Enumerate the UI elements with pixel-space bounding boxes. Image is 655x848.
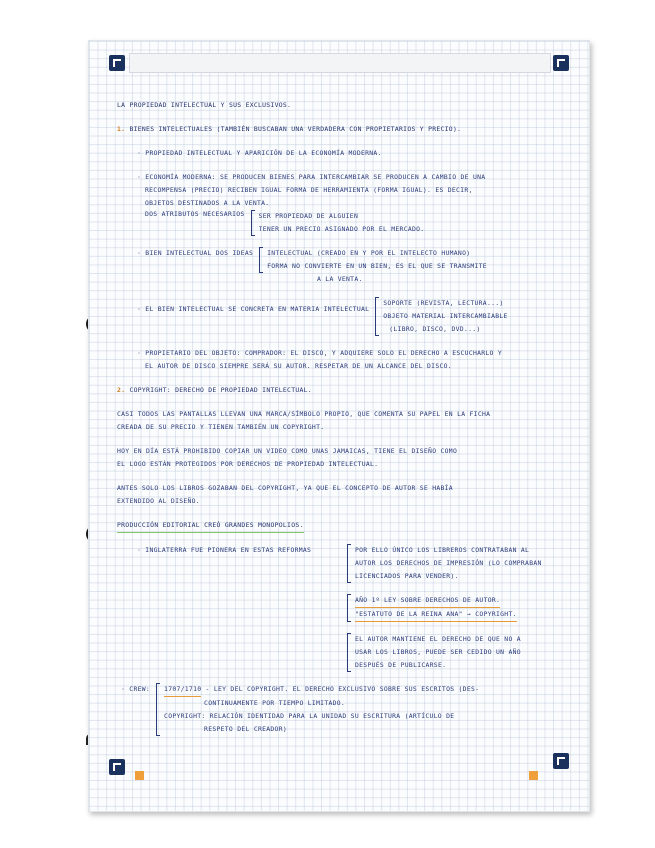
attributes-label: DOS ATRIBUTOS NECESARIOS: [145, 210, 245, 218]
section-2-paragraph-3-line-2: EXTENDIDO AL DISEÑO.: [117, 497, 200, 505]
section-2-paragraph-3-line-1: ANTES SOLO LOS LIBROS GOZABAN DEL COPYRIGHT, YA QUE EL CONCEPTO DE AUTOR SE HABÍA: [117, 484, 453, 492]
header-band: [129, 53, 551, 73]
section-2-number: 2.: [117, 386, 126, 394]
section-2-paragraph-1-line-2: CREADA DE SU PRECIO Y TIENEN TAMBIÉN UN COPYRIGHT.: [117, 423, 325, 431]
bracket: [375, 297, 379, 336]
handwritten-notes: [117, 99, 557, 736]
final-label: · CREW:: [121, 685, 151, 693]
final-year: 1707/1710: [164, 683, 201, 697]
section-3-reforms: [117, 544, 557, 672]
reform-highlight: AÑO 1º LEY SOBRE DERECHOS DE AUTOR.: [355, 594, 500, 608]
bracket: [259, 247, 263, 273]
section-2-paragraph-2-line-1: HOY EN DÍA ESTÁ PROHIBIDO COPIAR UN VIDEO COMO UNAS JAMAICAS, TIENE EL DISEÑO COMO: [117, 447, 458, 455]
logo-icon-top-right: [553, 55, 569, 71]
section-2-title: COPYRIGHT: DERECHO DE PROPIEDAD INTELECTUAL.: [129, 386, 312, 394]
notes-title: LA PROPIEDAD INTELECTUAL Y SUS EXCLUSIVOS.: [117, 101, 292, 109]
reforms-group-a: [347, 544, 542, 583]
notebook-page: [88, 40, 590, 812]
attribute-item: SER PROPIEDAD DE ALGUIEN: [258, 212, 359, 220]
section-3-heading: [117, 519, 557, 533]
bullet-3-item: INTELECTUAL (CREADO EN Y POR EL INTELECTO HUMANO): [267, 249, 471, 257]
section-1-title: BIENES INTELECTUALES (TAMBIÉN BUSCABAN UNA VERDADERA CON PROPIETARIOS Y PRECIO).: [129, 125, 462, 133]
logo-icon-top-left: [109, 55, 125, 71]
bracket: [347, 544, 351, 583]
section-1-number: 1.: [117, 125, 126, 133]
reform-item: AUTOR LOS DERECHOS DE IMPRESIÓN (LO COMPRABAN: [355, 559, 542, 567]
bullet-4-item: (LIBRO, DISCO, DVD...): [389, 325, 481, 333]
final-line: RESPETO DEL CREADOR): [204, 725, 287, 733]
bullet-3-item: FORMA NO CONVIERTE EN UN BIEN, ES EL QUE SE TRANSMITE: [267, 262, 487, 270]
section-3-final: [117, 683, 557, 736]
section-1-bullet-1: · PROPIEDAD INTELECTUAL Y APARICIÓN DE LA ECONOMÍA MODERNA.: [137, 149, 382, 157]
section-1-bullet-2-line-3: OBJETOS DESTINADOS A LA VENTA.: [145, 199, 270, 207]
section-3-title: PRODUCCIÓN EDITORIAL CREÓ GRANDES MONOPOLIOS.: [117, 519, 304, 533]
bracket: [156, 683, 160, 736]
section-1-bullet-2-line-2: RECOMPENSA (PRECIO) RECIBEN IGUAL FORMA DE HERRAMIENTA (FORMA IGUAL). ES DECIR,: [145, 186, 473, 194]
bullet-4-item: SOPORTE (REVISTA, LECTURA...): [383, 299, 504, 307]
section-2-paragraph-1-line-1: CASI TODOS LAS PANTALLAS LLEVAN UNA MARCA/SÍMBOLO PROPIO, QUE COMENTA SU PAPEL EN LA FICHA: [117, 410, 491, 418]
reforms-group-c: [347, 633, 542, 672]
bullet-4-label: · EL BIEN INTELECTUAL SE CONCRETA EN MATERIA INTELECTUAL: [137, 305, 370, 313]
bullet-4-item: OBJETO MATERIAL INTERCAMBIABLE: [383, 312, 508, 320]
logo-icon-bottom-right: [553, 753, 569, 769]
section-1-heading: [117, 123, 557, 136]
reform-highlight: "ESTATUTO DE LA REINA ANA" → COPYRIGHT.: [355, 608, 517, 622]
orange-mark-left: [135, 771, 144, 780]
section-1-bullet-4: [117, 297, 557, 336]
attribute-item: TENER UN PRECIO ASIGNADO POR EL MERCADO.: [258, 225, 425, 233]
bracket: [347, 594, 351, 622]
reforms-label: · INGLATERRA FUE PIONERA EN ESTAS REFORMAS: [137, 546, 312, 554]
bullet-3-tail: A LA VENTA.: [317, 275, 363, 283]
reforms-group-b: [347, 594, 542, 622]
logo-icon-bottom-left: [109, 759, 125, 775]
final-line: COPYRIGHT: RELACIÓN IDENTIDAD PARA LA UNIDAD SU ESCRITURA (ARTÍCULO DE: [164, 712, 455, 720]
section-1-bullet-3: [117, 247, 557, 273]
section-1-bullet-5-line-1: · PROPIETARIO DEL OBJETO: COMPRADOR: EL DISCO, Y ADQUIERE SOLO EL DERECHO A ESCUCHARLO Y: [137, 349, 502, 357]
section-1-bullet-2-line-1: · ECONOMÍA MODERNA: SE PRODUCEN BIENES PARA INTERCAMBIAR SE PRODUCEN A CAMBIO DE UNA: [137, 173, 486, 181]
section-1-bullet-5-line-2: EL AUTOR DE DISCO SIEMPRE SERÁ SU AUTOR. RESPETAR DE UN ALCANCE DEL DISCO.: [145, 362, 452, 370]
reform-item: POR ELLO ÚNICO LOS LIBREROS CONTRATABAN AL: [355, 546, 530, 554]
reform-item: USAR LOS LIBROS, PUEDE SER CEDIDO UN AÑO: [355, 648, 521, 656]
orange-mark-right: [529, 771, 538, 780]
bullet-3-label: · BIEN INTELECTUAL DOS IDEAS: [137, 249, 254, 257]
final-line: CONTINUAMENTE POR TIEMPO LIMITADO.: [204, 699, 346, 707]
bracket: [347, 633, 351, 672]
reform-item: DESPUÉS DE PUBLICARSE.: [355, 661, 447, 669]
bracket: [251, 210, 255, 236]
section-1-attributes: [117, 210, 557, 236]
reform-item: EL AUTOR MANTIENE EL DERECHO DE QUE NO A: [355, 635, 521, 643]
final-line: - LEY DEL COPYRIGHT. EL DERECHO EXCLUSIVO SOBRE SUS ESCRITOS (DES-: [205, 685, 480, 693]
section-2-heading: [117, 384, 557, 397]
reform-item: LICENCIADOS PARA VENDER).: [355, 572, 459, 580]
section-2-paragraph-2-line-2: EL LOGO ESTÁN PROTEGIDOS POR DERECHOS DE PROPIEDAD INTELECTUAL.: [117, 460, 379, 468]
